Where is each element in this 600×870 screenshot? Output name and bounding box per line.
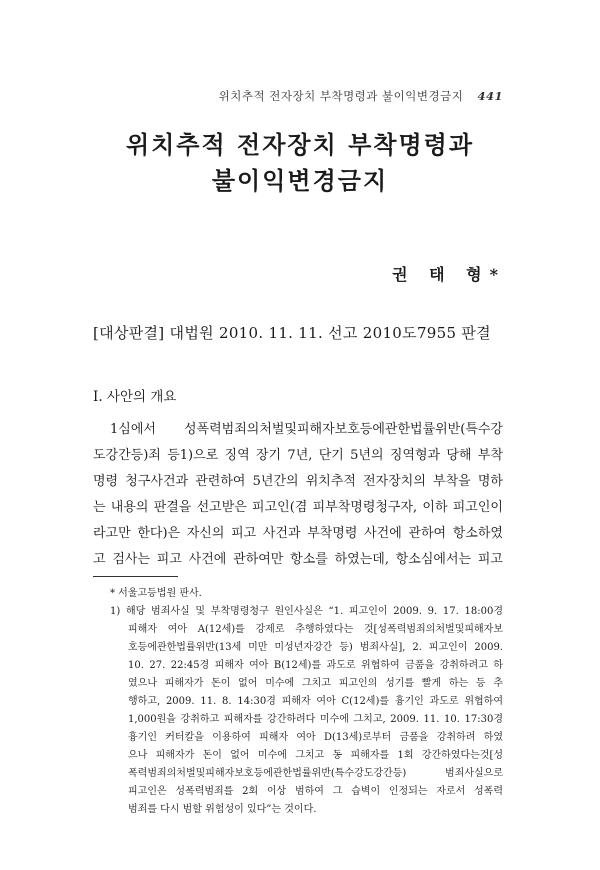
author-footnote: * 서울고등법원 판사.: [110, 588, 202, 599]
page-number: 441: [477, 89, 503, 103]
body-line: 라고만 한다)은 자신의 피고 사건과 부착명령 사건에 관하여 항소하였: [93, 526, 503, 541]
body-line: 1심에서 성폭력범죄의처벌및피해자보호등에관한법률위반(특수강: [110, 422, 503, 437]
footnote-line: 피고인은 성폭력범죄를 2회 이상 범하여 그 습벽이 인정되는 자로서 성폭력: [128, 786, 503, 797]
footnote-line: 호등에관한법률위반(13세 미만 미성년자강간 등) 범죄사실], 2. 피고인이 2009.: [128, 642, 503, 653]
footnote-line: 10. 27. 22:45경 피해자 여아 B(12세)를 과도로 위협하여 금품을 강취하려고 하: [128, 660, 503, 671]
body-line: 고 검사는 피고 사건에 관하여만 항소를 하였는데, 항소심에서는 피고: [93, 552, 503, 567]
footnote-line: 1) 해당 범죄사실 및 부착명령청구 원인사실은 “1. 피고인이 2009. 9. 17. 18:00경: [110, 606, 504, 617]
footnote-line: 였으나 피해자가 돈이 없어 미수에 그치고 피고인의 성기를 빨게 하는 등 추: [128, 678, 503, 689]
article-title-line-1: 위치추적 전자장치 부착명령과: [125, 130, 475, 159]
footnote-divider: [93, 576, 178, 577]
running-title: 위치추적 전자장치 부착명령과 불이익변경금지: [218, 89, 464, 103]
body-line: 도강간등)죄 등1)으로 징역 장기 7년, 단기 5년의 징역형과 당해 부착: [93, 448, 503, 463]
footnote-line: 흉기인 커터칼을 이용하여 피해자 여아 D(13세)로부터 금품을 강취하려 하였: [128, 732, 503, 743]
running-header: [219, 88, 503, 104]
footnote-line: 폭력범죄의처벌및피해자보호등에관한법률위반(특수강도강간등) 범죄사실으로: [128, 768, 503, 779]
article-title-line-2: 불이익변경금지: [211, 166, 389, 195]
body-line: 는 내용의 판결을 선고받은 피고인(겸 피부착명령청구자, 이하 피고인이: [93, 500, 503, 515]
footnote-line: 범죄를 다시 범할 위험성이 있다”는 것이다.: [128, 804, 317, 815]
body-line: 명령 청구사건과 관련하여 5년간의 위치추적 전자장치의 부착을 명하: [93, 474, 503, 489]
footnote-line: 1,000원을 강취하고 피해자를 강간하려다 미수에 그치고, 2009. 11. 10. 17:30경: [128, 714, 503, 725]
footnote-line: 으나 피해자가 돈이 없어 미수에 그치고 동 피해자를 1회 강간하였다는것[성: [128, 750, 503, 761]
author-name: 권 태 형*: [392, 265, 506, 284]
footnote-line: 피해자 여아 A(12세)를 강제로 추행하였다는 것[성폭력범죄의처벌및피해자보: [128, 624, 503, 635]
case-reference: [대상판결] 대법원 2010. 11. 11. 선고 2010도7955 판결: [93, 324, 491, 342]
footnote-line: 행하고, 2009. 11. 8. 14:30경 피해자 여아 C(12세)를 흉기인 과도로 위협하여: [128, 696, 503, 707]
section-heading: Ⅰ. 사안의 개요: [93, 389, 177, 405]
